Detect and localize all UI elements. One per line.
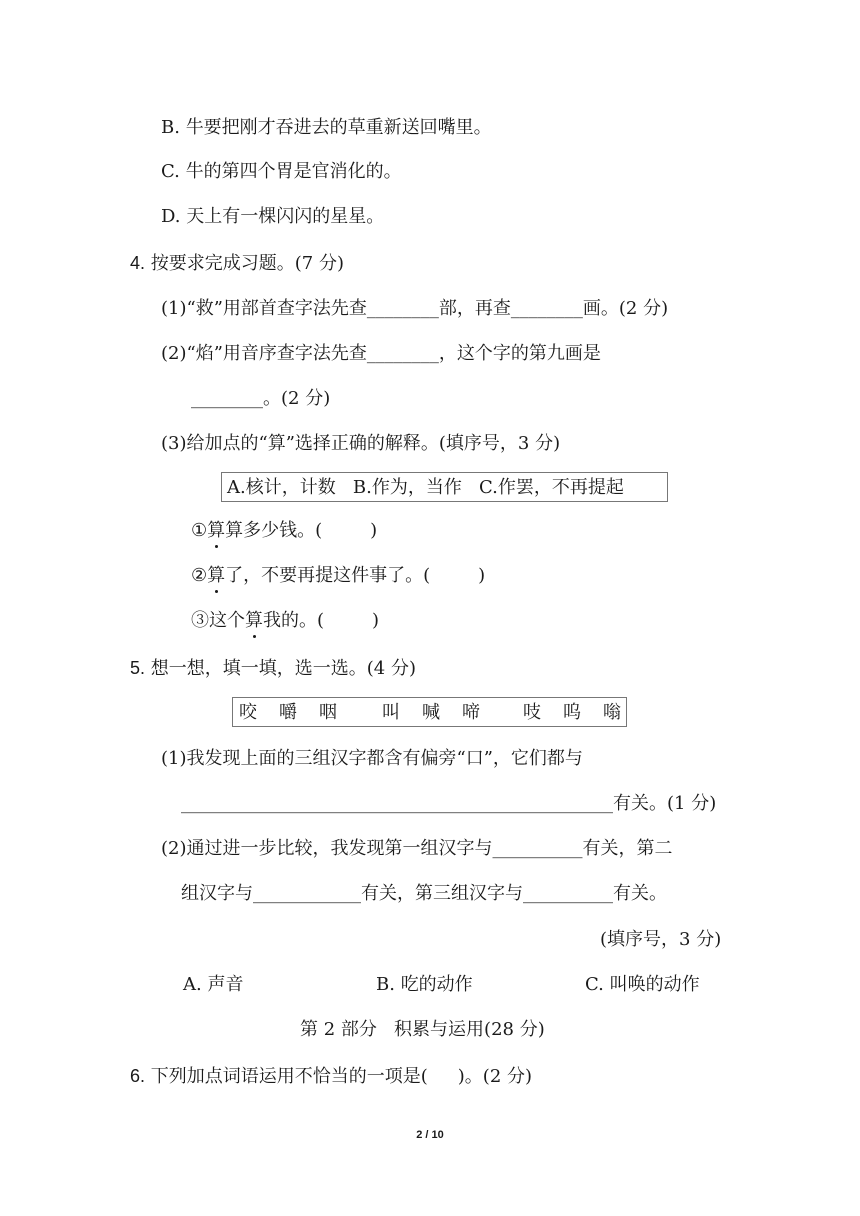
choice-text: 声音: [207, 974, 244, 995]
option-letter: B.: [161, 117, 180, 138]
option-d: [161, 205, 384, 229]
option-letter: C.: [161, 161, 180, 182]
q5-sub-1-text: (1)我发现上面的三组汉字都含有偏旁“口”，它们都与: [161, 748, 583, 769]
choice-b: [376, 973, 473, 997]
dotted-char: 算: [207, 520, 226, 541]
q5-sub-1-text: 有关。(1 分): [613, 793, 717, 814]
option-b: [161, 116, 492, 140]
char-item: 咬: [239, 702, 257, 723]
answer-blank[interactable]: ________: [366, 343, 439, 364]
meaning-options-text: A.核计，计数 B.作为，当作 C.作罢，不再提起: [227, 477, 624, 498]
question-text: )。(2 分): [457, 1066, 533, 1087]
q4-sub-1: [161, 297, 668, 321]
choice-letter: C.: [585, 974, 604, 995]
q4-item-1: [191, 519, 377, 543]
choice-c: [585, 973, 700, 997]
char-item: 嚼: [279, 702, 297, 723]
option-letter: D.: [161, 206, 181, 227]
q5-sub-2-text: 有关。: [613, 883, 667, 904]
answer-blank[interactable]: ________: [191, 388, 263, 409]
q5-sub-2: [161, 837, 673, 861]
paren-close: ): [370, 520, 378, 541]
page-number: 2 / 10: [416, 1129, 444, 1141]
q4-sub-1-text: (1)“救”用部首查字法先查: [161, 298, 367, 319]
question-number: 5.: [130, 658, 146, 678]
q4-sub-3-text: (3)给加点的“算”选择正确的解释。(填序号，3 分): [161, 433, 561, 454]
q4-sub-2: [161, 342, 601, 366]
char-item: 啼: [462, 702, 480, 723]
score-note: (填序号，3 分): [600, 929, 722, 950]
answer-blank[interactable]: __________: [492, 838, 583, 859]
q4-sub-1-text: 部，再查: [438, 298, 511, 319]
item-text: 我的。(: [263, 610, 325, 631]
answer-blank[interactable]: __________: [523, 883, 613, 904]
q4-sub-2-cont: [191, 387, 330, 411]
char-item: 吱: [523, 702, 541, 723]
question-4-stem: [130, 251, 344, 276]
choice-letter: A.: [183, 974, 202, 995]
question-5-stem: [130, 656, 416, 681]
q4-item-2: [191, 564, 485, 588]
choice-text: 吃的动作: [400, 974, 473, 995]
item-text: 算多少钱。(: [225, 520, 323, 541]
choice-text: 叫唤的动作: [609, 974, 700, 995]
question-6-stem: [130, 1064, 532, 1089]
q5-sub-1-cont: [181, 792, 716, 816]
answer-blank[interactable]: ________: [366, 298, 439, 319]
option-text: 牛的第四个胃是官消化的。: [185, 161, 402, 182]
paren-close: ): [372, 610, 380, 631]
q5-score-note: [600, 928, 721, 952]
q4-sub-2-text: 。(2 分): [263, 388, 331, 409]
dotted-char: 算: [207, 565, 226, 586]
section-heading: 第 2 部分 积累与运用(28 分): [300, 1019, 545, 1040]
q5-sub-2-text: (2)通过进一步比较，我发现第一组汉字与: [161, 838, 493, 859]
char-item: 咽: [319, 702, 337, 723]
option-c: [161, 160, 402, 184]
char-item: 呜: [563, 702, 581, 723]
question-text: 想一想，填一填，选一选。(4 分): [150, 658, 416, 679]
char-item: 嗡: [603, 702, 621, 723]
q5-sub-2-text: 组汉字与: [181, 883, 253, 904]
q5-sub-1: [161, 747, 583, 771]
q4-sub-2-text: (2)“焰”用音序查字法先查: [161, 343, 367, 364]
option-text: 牛要把刚才吞进去的草重新送回嘴里。: [185, 117, 492, 138]
paren-close: ): [478, 565, 486, 586]
q4-sub-3: [161, 432, 560, 456]
question-number: 4.: [130, 253, 146, 273]
q4-item-3: [191, 609, 379, 633]
q4-sub-2-text: ，这个字的第九画是: [438, 343, 601, 364]
answer-blank[interactable]: ____________: [253, 883, 361, 904]
item-marker: ②: [191, 565, 208, 586]
dotted-char: 算: [245, 610, 263, 631]
choice-letter: B.: [376, 974, 395, 995]
choice-a: [183, 973, 243, 997]
char-item: 叫: [382, 702, 400, 723]
character-groups-box: [232, 697, 627, 727]
item-marker: ③这个: [191, 610, 245, 631]
answer-blank[interactable]: ________________________________________________: [181, 793, 613, 814]
item-marker: ①: [191, 520, 208, 541]
question-text: 按要求完成习题。(7 分): [150, 253, 344, 274]
option-text: 天上有一棵闪闪的星星。: [186, 206, 385, 227]
question-number: 6.: [130, 1066, 146, 1086]
q5-sub-2-cont: [181, 882, 667, 906]
meaning-options-box: [221, 472, 668, 502]
q4-sub-1-text: 画。(2 分): [582, 298, 669, 319]
q5-sub-2-text: 有关，第二: [582, 838, 673, 859]
answer-blank[interactable]: ________: [510, 298, 583, 319]
char-item: 喊: [422, 702, 440, 723]
q5-sub-2-text: 有关，第三组汉字与: [361, 883, 523, 904]
question-text: 下列加点词语运用不恰当的一项是(: [150, 1066, 428, 1087]
item-text: 了，不要再提这件事了。(: [225, 565, 431, 586]
